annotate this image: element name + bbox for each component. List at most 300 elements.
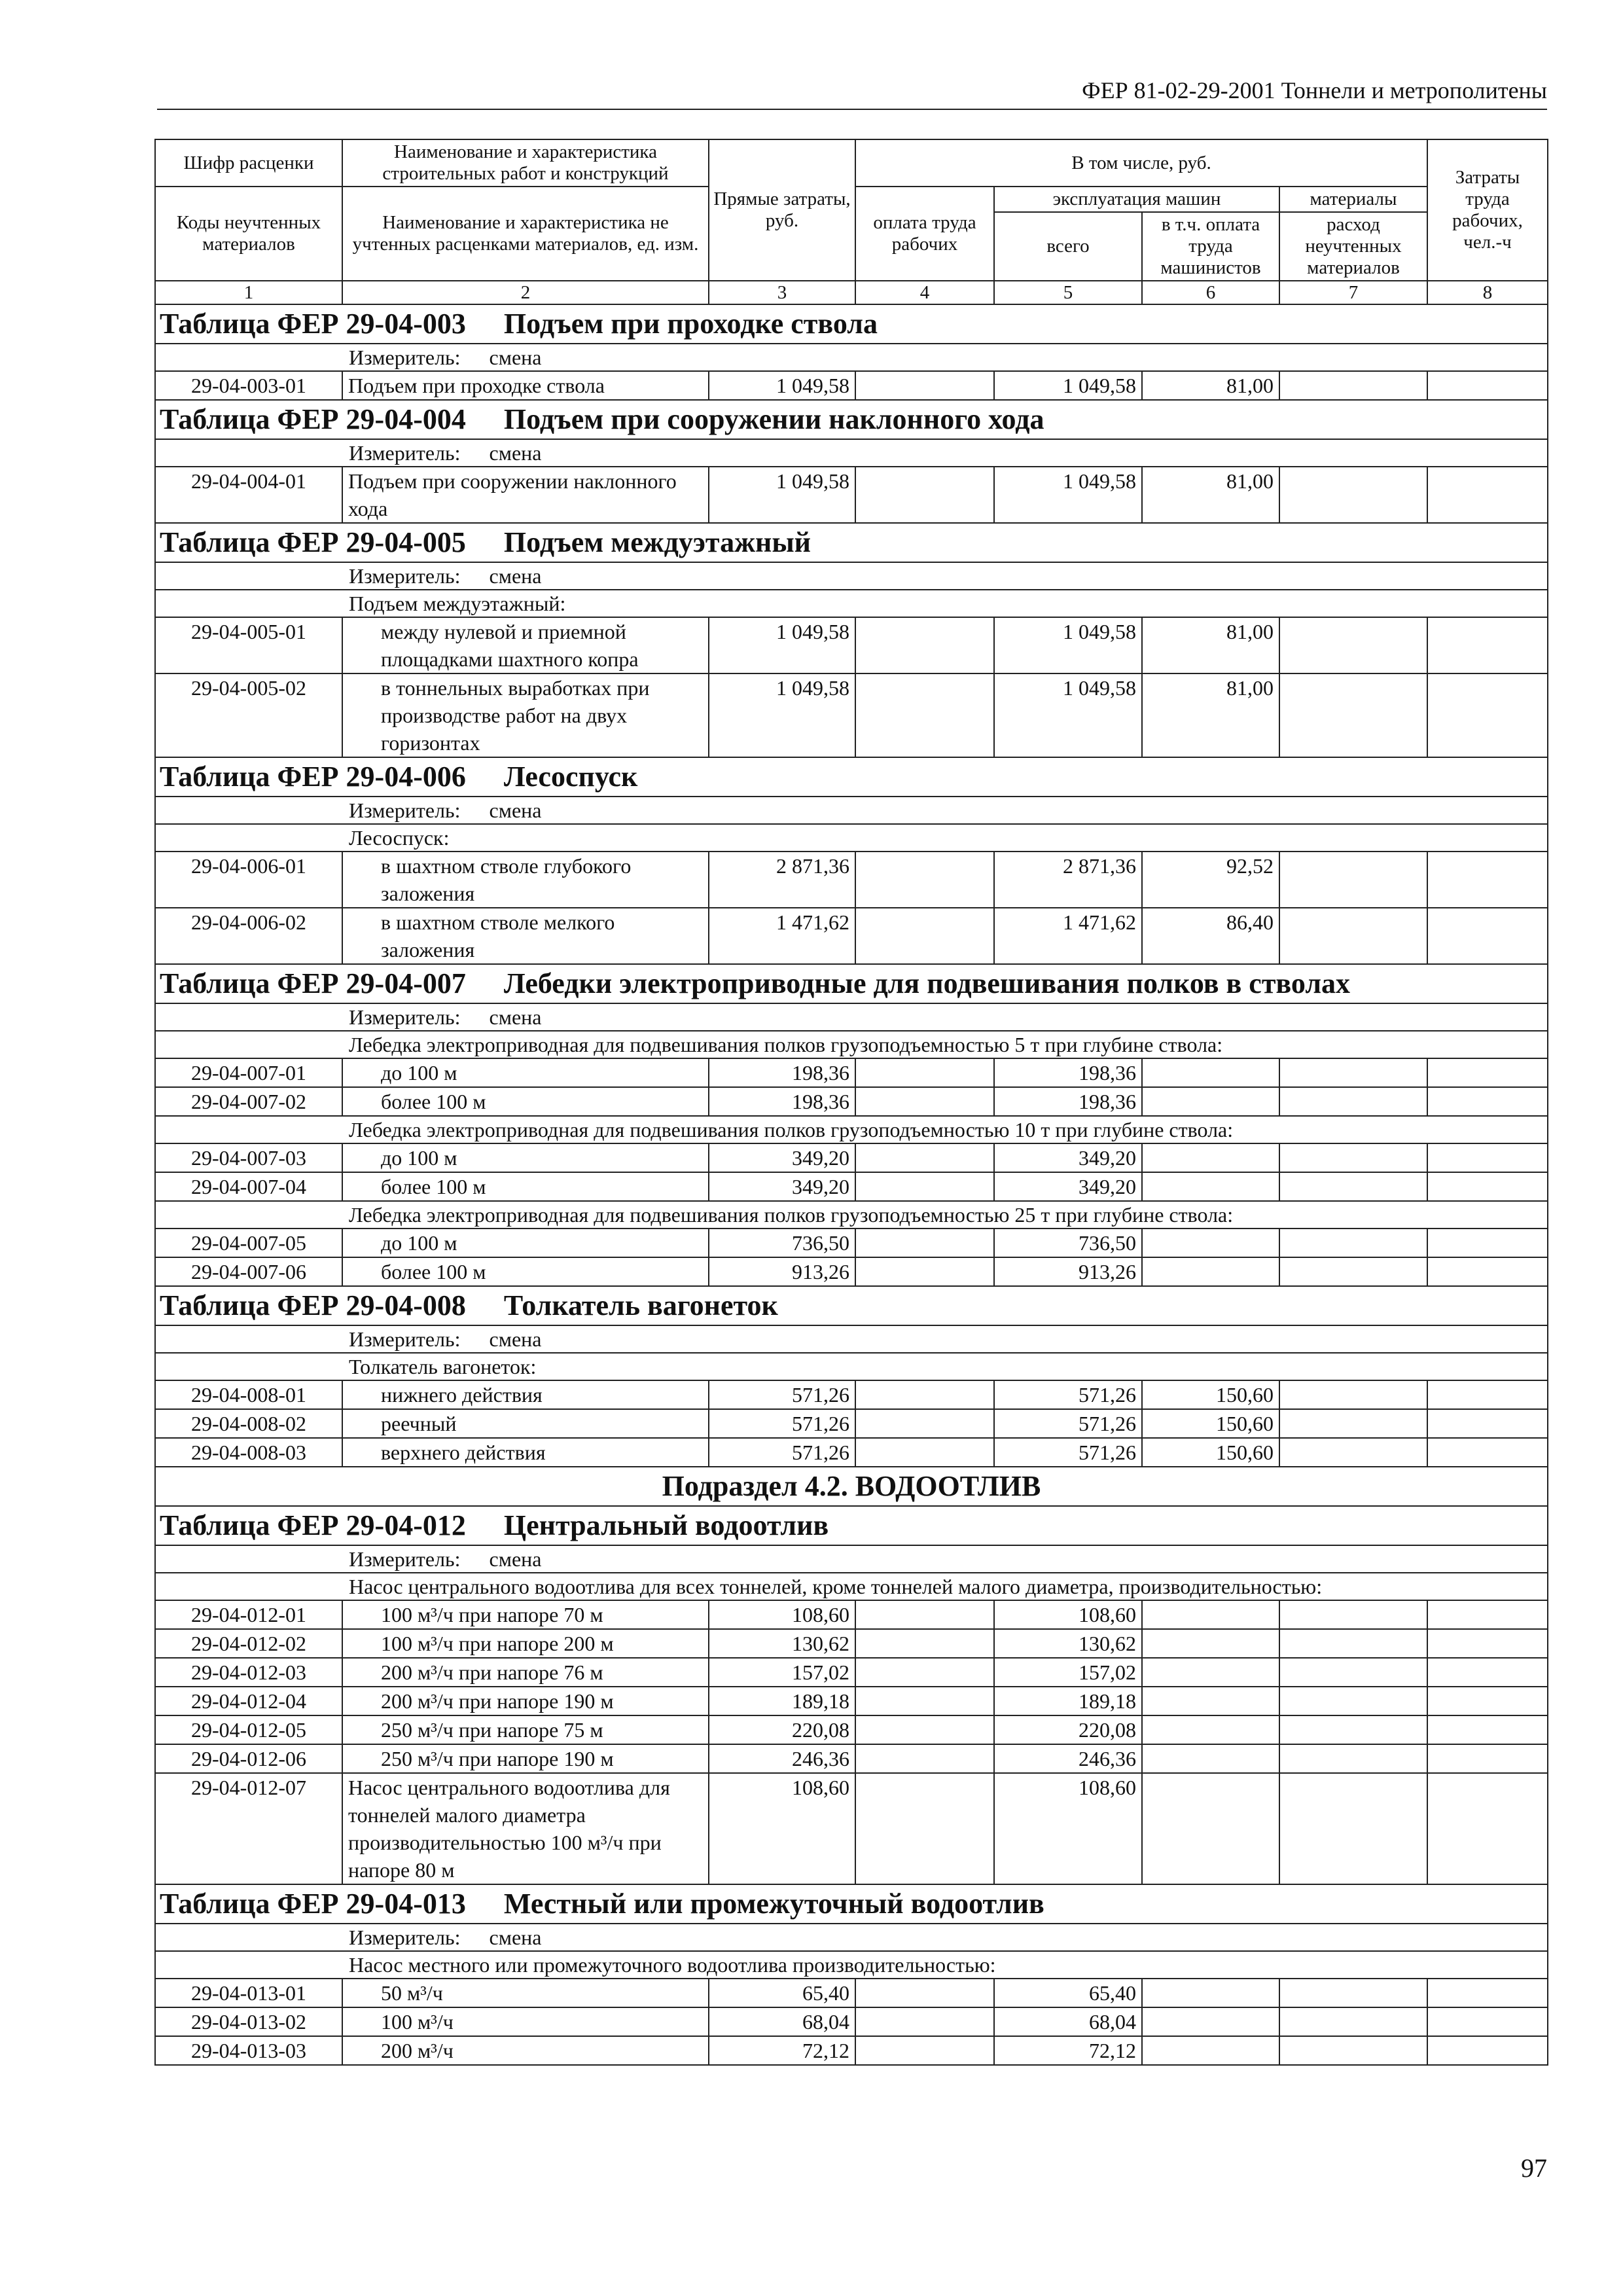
labor-pay [855,1172,994,1201]
materials-cost [1279,1257,1427,1286]
rate-name: Подъем при проходке ствола [342,371,709,400]
table-code: Таблица ФЕР 29-04-005 [160,526,466,558]
direct-cost: 571,26 [709,1438,855,1467]
measure-cell [155,1545,1548,1573]
rate-code: 29-04-012-04 [155,1687,342,1715]
measure-row [155,797,1548,824]
measure-unit: смена [489,798,542,822]
col-name-subheader: Наименование и характеристика не учтенных расценками материалов, ед. изм. [342,187,709,281]
machines-total: 246,36 [994,1744,1142,1773]
direct-cost: 349,20 [709,1143,855,1172]
table-title [155,304,1548,344]
labor-hours [1427,2007,1548,2036]
machinists-pay: 150,60 [1142,1380,1279,1409]
machines-total: 913,26 [994,1257,1142,1286]
labor-pay [855,1229,994,1257]
table-row [155,1658,1548,1687]
rate-name: до 100 м [342,1058,709,1087]
labor-hours [1427,467,1548,523]
rate-code: 29-04-005-02 [155,673,342,757]
table-row [155,1409,1548,1438]
machinists-pay: 81,00 [1142,371,1279,400]
group-header: Лесоспуск: [155,824,1548,852]
machines-total: 1 049,58 [994,371,1142,400]
table-title [155,1884,1548,1924]
measure-unit: смена [489,564,542,588]
rate-code: 29-04-012-06 [155,1744,342,1773]
table-row [155,1380,1548,1409]
rate-code: 29-04-004-01 [155,467,342,523]
col-labor-cost-header: Затраты труда рабочих, чел.-ч [1427,139,1548,281]
machinists-pay [1142,1257,1279,1286]
rate-code: 29-04-012-03 [155,1658,342,1687]
labor-pay [855,1687,994,1715]
machines-total: 68,04 [994,2007,1142,2036]
rate-name: 250 м³/ч при напоре 75 м [342,1715,709,1744]
rate-code: 29-04-012-07 [155,1773,342,1884]
rate-code: 29-04-007-06 [155,1257,342,1286]
machines-total: 108,60 [994,1773,1142,1884]
measure-cell [155,344,1548,371]
labor-hours [1427,1087,1548,1116]
materials-cost [1279,617,1427,673]
labor-hours [1427,1229,1548,1257]
rate-name: реечный [342,1409,709,1438]
machinists-pay [1142,1087,1279,1116]
table-row [155,1058,1548,1087]
labor-pay [855,1058,994,1087]
table-row [155,1172,1548,1201]
labor-pay [855,1979,994,2007]
table-title-row [155,1506,1548,1545]
col-number: 1 [155,281,342,304]
labor-hours [1427,1715,1548,1744]
table-row [155,371,1548,400]
direct-cost: 108,60 [709,1600,855,1629]
col-code-header: Шифр расценки [155,139,342,187]
measure-cell [155,1924,1548,1951]
table-title-row [155,304,1548,344]
measure-row [155,1924,1548,1951]
table-name: Подъем при сооружении наклонного хода [503,403,1044,435]
group-header: Лебедка электроприводная для подвешивания полков грузоподъемностью 5 т при глубине ствола: [155,1031,1548,1058]
measure-unit: смена [489,1005,542,1029]
table-code: Таблица ФЕР 29-04-003 [160,308,466,340]
labor-pay [855,1773,994,1884]
direct-cost: 72,12 [709,2036,855,2065]
labor-hours [1427,1058,1548,1087]
measure-label: Измеритель: [349,441,461,465]
direct-cost: 108,60 [709,1773,855,1884]
rate-code: 29-04-012-05 [155,1715,342,1744]
rate-code: 29-04-006-01 [155,852,342,908]
direct-cost: 157,02 [709,1658,855,1687]
measure-label: Измеритель: [349,1327,461,1351]
rate-name: 100 м³/ч при напоре 200 м [342,1629,709,1658]
direct-cost: 246,36 [709,1744,855,1773]
table-row [155,1257,1548,1286]
measure-row [155,1325,1548,1353]
rate-code: 29-04-013-02 [155,2007,342,2036]
machinists-pay [1142,1143,1279,1172]
group-header-row [155,1573,1548,1600]
labor-pay [855,1629,994,1658]
materials-cost [1279,1744,1427,1773]
measure-label: Измеритель: [349,1547,461,1571]
col-number: 8 [1427,281,1548,304]
measure-cell [155,797,1548,824]
direct-cost: 220,08 [709,1715,855,1744]
col-machines-header: эксплуатация машин [994,187,1279,212]
machines-total: 571,26 [994,1409,1142,1438]
materials-cost [1279,1715,1427,1744]
labor-pay [855,1143,994,1172]
labor-pay [855,1658,994,1687]
measure-label: Измеритель: [349,346,461,369]
measure-cell [155,1003,1548,1031]
group-header: Лебедка электроприводная для подвешивания полков грузоподъемностью 25 т при глубине ствола: [155,1201,1548,1229]
rate-name: 100 м³/ч при напоре 70 м [342,1600,709,1629]
labor-pay [855,1715,994,1744]
direct-cost: 913,26 [709,1257,855,1286]
table-row [155,1087,1548,1116]
materials-cost [1279,2007,1427,2036]
rate-code: 29-04-007-02 [155,1087,342,1116]
rate-name: нижнего действия [342,1380,709,1409]
direct-cost: 1 049,58 [709,617,855,673]
direct-cost: 736,50 [709,1229,855,1257]
rate-code: 29-04-012-02 [155,1629,342,1658]
labor-pay [855,852,994,908]
labor-pay [855,467,994,523]
running-header: ФЕР 81-02-29-2001 Тоннели и метрополитены [157,73,1547,110]
group-header-row [155,1951,1548,1979]
rate-name: до 100 м [342,1229,709,1257]
rate-code: 29-04-008-02 [155,1409,342,1438]
direct-cost: 1 049,58 [709,467,855,523]
labor-pay [855,673,994,757]
labor-pay [855,1257,994,1286]
materials-cost [1279,1409,1427,1438]
table-row [155,1715,1548,1744]
labor-pay [855,1380,994,1409]
rate-code: 29-04-003-01 [155,371,342,400]
group-header-row [155,590,1548,617]
rate-name: Подъем при сооружении наклонного хода [342,467,709,523]
machines-total: 198,36 [994,1058,1142,1087]
machinists-pay [1142,1744,1279,1773]
subsection-title: Подраздел 4.2. ВОДООТЛИВ [155,1467,1548,1506]
materials-cost [1279,467,1427,523]
machines-total: 157,02 [994,1658,1142,1687]
direct-cost: 68,04 [709,2007,855,2036]
labor-pay [855,1087,994,1116]
machinists-pay [1142,2007,1279,2036]
table-title-row [155,400,1548,439]
direct-cost: 2 871,36 [709,852,855,908]
materials-cost [1279,2036,1427,2065]
measure-label: Измеритель: [349,1926,461,1949]
machinists-pay: 150,60 [1142,1409,1279,1438]
group-header-row [155,1116,1548,1143]
machinists-pay: 86,40 [1142,908,1279,964]
table-code: Таблица ФЕР 29-04-006 [160,761,466,793]
col-number: 3 [709,281,855,304]
rate-name: 50 м³/ч [342,1979,709,2007]
labor-hours [1427,1172,1548,1201]
machines-total: 2 871,36 [994,852,1142,908]
table-code: Таблица ФЕР 29-04-008 [160,1289,466,1321]
labor-hours [1427,673,1548,757]
measure-cell [155,439,1548,467]
machines-total: 1 049,58 [994,617,1142,673]
table-title [155,964,1548,1003]
labor-hours [1427,1257,1548,1286]
machines-total: 571,26 [994,1380,1142,1409]
table-title-row [155,757,1548,797]
table-code: Таблица ФЕР 29-04-007 [160,967,466,999]
table-code: Таблица ФЕР 29-04-004 [160,403,466,435]
rate-name: до 100 м [342,1143,709,1172]
direct-cost: 1 049,58 [709,673,855,757]
machinists-pay: 92,52 [1142,852,1279,908]
group-header: Лебедка электроприводная для подвешивания полков грузоподъемностью 10 т при глубине ствола: [155,1116,1548,1143]
table-row [155,1979,1548,2007]
measure-row [155,562,1548,590]
group-header-row [155,1201,1548,1229]
rate-name: более 100 м [342,1257,709,1286]
labor-pay [855,617,994,673]
measure-label: Измеритель: [349,1005,461,1029]
measure-unit: смена [489,1547,542,1571]
rate-name: в шахтном стволе мелкого заложения [342,908,709,964]
machines-total: 1 049,58 [994,673,1142,757]
measure-cell [155,1325,1548,1353]
measure-label: Измеритель: [349,564,461,588]
labor-hours [1427,1380,1548,1409]
machinists-pay [1142,1600,1279,1629]
materials-cost [1279,673,1427,757]
page-number: 97 [1521,2153,1547,2183]
rate-code: 29-04-013-01 [155,1979,342,2007]
rate-code: 29-04-013-03 [155,2036,342,2065]
machinists-pay [1142,1715,1279,1744]
col-labor-pay-header: оплата труда рабочих [855,187,994,281]
group-header-row [155,1031,1548,1058]
machinists-pay [1142,1229,1279,1257]
col-number: 4 [855,281,994,304]
direct-cost: 1 049,58 [709,371,855,400]
rate-code: 29-04-007-01 [155,1058,342,1087]
group-header-row [155,824,1548,852]
rate-name: верхнего действия [342,1438,709,1467]
table-row [155,673,1548,757]
machinists-pay [1142,1172,1279,1201]
table-title [155,523,1548,562]
machines-total: 349,20 [994,1143,1142,1172]
materials-cost [1279,1087,1427,1116]
table-name: Лебедки электроприводные для подвешивания полков в стволах [503,967,1350,999]
table-row [155,1143,1548,1172]
materials-cost [1279,852,1427,908]
labor-pay [855,2007,994,2036]
machines-total: 65,40 [994,1979,1142,2007]
direct-cost: 571,26 [709,1409,855,1438]
labor-hours [1427,852,1548,908]
labor-hours [1427,1979,1548,2007]
table-row [155,1600,1548,1629]
col-materials-header: материалы [1279,187,1427,212]
rates-table-wrapper [154,139,1547,2066]
materials-cost [1279,908,1427,964]
table-row [155,467,1548,523]
machinists-pay: 81,00 [1142,673,1279,757]
measure-row [155,1545,1548,1573]
col-including-header: В том числе, руб. [855,139,1427,187]
rate-name: 200 м³/ч [342,2036,709,2065]
table-code: Таблица ФЕР 29-04-012 [160,1509,466,1541]
materials-cost [1279,371,1427,400]
labor-pay [855,1744,994,1773]
measure-row [155,439,1548,467]
table-title [155,400,1548,439]
labor-hours [1427,1744,1548,1773]
machines-total: 1 471,62 [994,908,1142,964]
measure-label: Измеритель: [349,798,461,822]
machinists-pay: 81,00 [1142,467,1279,523]
table-name: Центральный водоотлив [503,1509,829,1541]
rate-code: 29-04-007-04 [155,1172,342,1201]
machines-total: 130,62 [994,1629,1142,1658]
machines-total: 198,36 [994,1087,1142,1116]
table-title-row [155,964,1548,1003]
machines-total: 220,08 [994,1715,1142,1744]
materials-cost [1279,1979,1427,2007]
machinists-pay [1142,1658,1279,1687]
labor-hours [1427,1438,1548,1467]
direct-cost: 571,26 [709,1380,855,1409]
group-header: Насос центрального водоотлива для всех тоннелей, кроме тоннелей малого диаметра, производительностью: [155,1573,1548,1600]
measure-cell [155,562,1548,590]
rate-code: 29-04-008-01 [155,1380,342,1409]
machinists-pay [1142,1629,1279,1658]
table-name: Местный или промежуточный водоотлив [503,1888,1044,1920]
table-name: Подъем междуэтажный [503,526,812,558]
col-number: 6 [1142,281,1279,304]
group-header: Толкатель вагонеток: [155,1353,1548,1380]
table-row [155,1629,1548,1658]
subsection-row [155,1467,1548,1506]
table-row [155,1773,1548,1884]
materials-cost [1279,1172,1427,1201]
labor-hours [1427,617,1548,673]
labor-hours [1427,2036,1548,2065]
rate-code: 29-04-007-03 [155,1143,342,1172]
col-number: 2 [342,281,709,304]
rate-code: 29-04-007-05 [155,1229,342,1257]
table-name: Подъем при проходке ствола [503,308,878,340]
group-header: Насос местного или промежуточного водоотлива производительностью: [155,1951,1548,1979]
rate-name: между нулевой и приемной площадками шахтного копра [342,617,709,673]
group-header-row [155,1353,1548,1380]
machinists-pay: 81,00 [1142,617,1279,673]
labor-pay [855,908,994,964]
labor-hours [1427,908,1548,964]
rate-code: 29-04-008-03 [155,1438,342,1467]
table-row [155,617,1548,673]
col-number: 7 [1279,281,1427,304]
table-code: Таблица ФЕР 29-04-013 [160,1888,466,1920]
table-row [155,1744,1548,1773]
materials-cost [1279,1229,1427,1257]
materials-cost [1279,1658,1427,1687]
rate-name: более 100 м [342,1172,709,1201]
materials-cost [1279,1143,1427,1172]
direct-cost: 65,40 [709,1979,855,2007]
machinists-pay [1142,1058,1279,1087]
table-row [155,852,1548,908]
materials-cost [1279,1058,1427,1087]
table-row [155,1687,1548,1715]
materials-cost [1279,1773,1427,1884]
table-name: Толкатель вагонеток [503,1289,778,1321]
labor-pay [855,371,994,400]
col-machinists-header: в т.ч. оплата труда машинистов [1142,212,1279,281]
rate-code: 29-04-006-02 [155,908,342,964]
machines-total: 1 049,58 [994,467,1142,523]
group-header: Подъем междуэтажный: [155,590,1548,617]
measure-row [155,1003,1548,1031]
labor-hours [1427,1143,1548,1172]
rate-name: в тоннельных выработках при производстве работ на двух горизонтах [342,673,709,757]
materials-cost [1279,1380,1427,1409]
rate-code: 29-04-012-01 [155,1600,342,1629]
measure-unit: смена [489,1926,542,1949]
machines-total: 72,12 [994,2036,1142,2065]
table-title-row [155,1286,1548,1325]
machinists-pay [1142,2036,1279,2065]
table-title [155,757,1548,797]
direct-cost: 189,18 [709,1687,855,1715]
table-title [155,1286,1548,1325]
labor-hours [1427,371,1548,400]
direct-cost: 1 471,62 [709,908,855,964]
materials-cost [1279,1438,1427,1467]
table-title-row [155,523,1548,562]
materials-cost [1279,1600,1427,1629]
machinists-pay [1142,1773,1279,1884]
rates-table [154,139,1548,2066]
measure-unit: смена [489,441,542,465]
direct-cost: 198,36 [709,1087,855,1116]
table-row [155,1438,1548,1467]
table-row [155,2036,1548,2065]
table-row [155,1229,1548,1257]
rate-code: 29-04-005-01 [155,617,342,673]
materials-cost [1279,1687,1427,1715]
rate-name: в шахтном стволе глубокого заложения [342,852,709,908]
machinists-pay: 150,60 [1142,1438,1279,1467]
measure-unit: смена [489,346,542,369]
rate-name: более 100 м [342,1087,709,1116]
col-machines-total-header: всего [994,212,1142,281]
col-materials-unaccounted-header: расход неучтенных материалов [1279,212,1427,281]
machinists-pay [1142,1687,1279,1715]
table-title-row [155,1884,1548,1924]
rate-name: Насос центрального водоотлива для тоннелей малого диаметра производительностью 100 м³/ч при напоре 80 м [342,1773,709,1884]
table-row [155,2007,1548,2036]
machines-total: 571,26 [994,1438,1142,1467]
